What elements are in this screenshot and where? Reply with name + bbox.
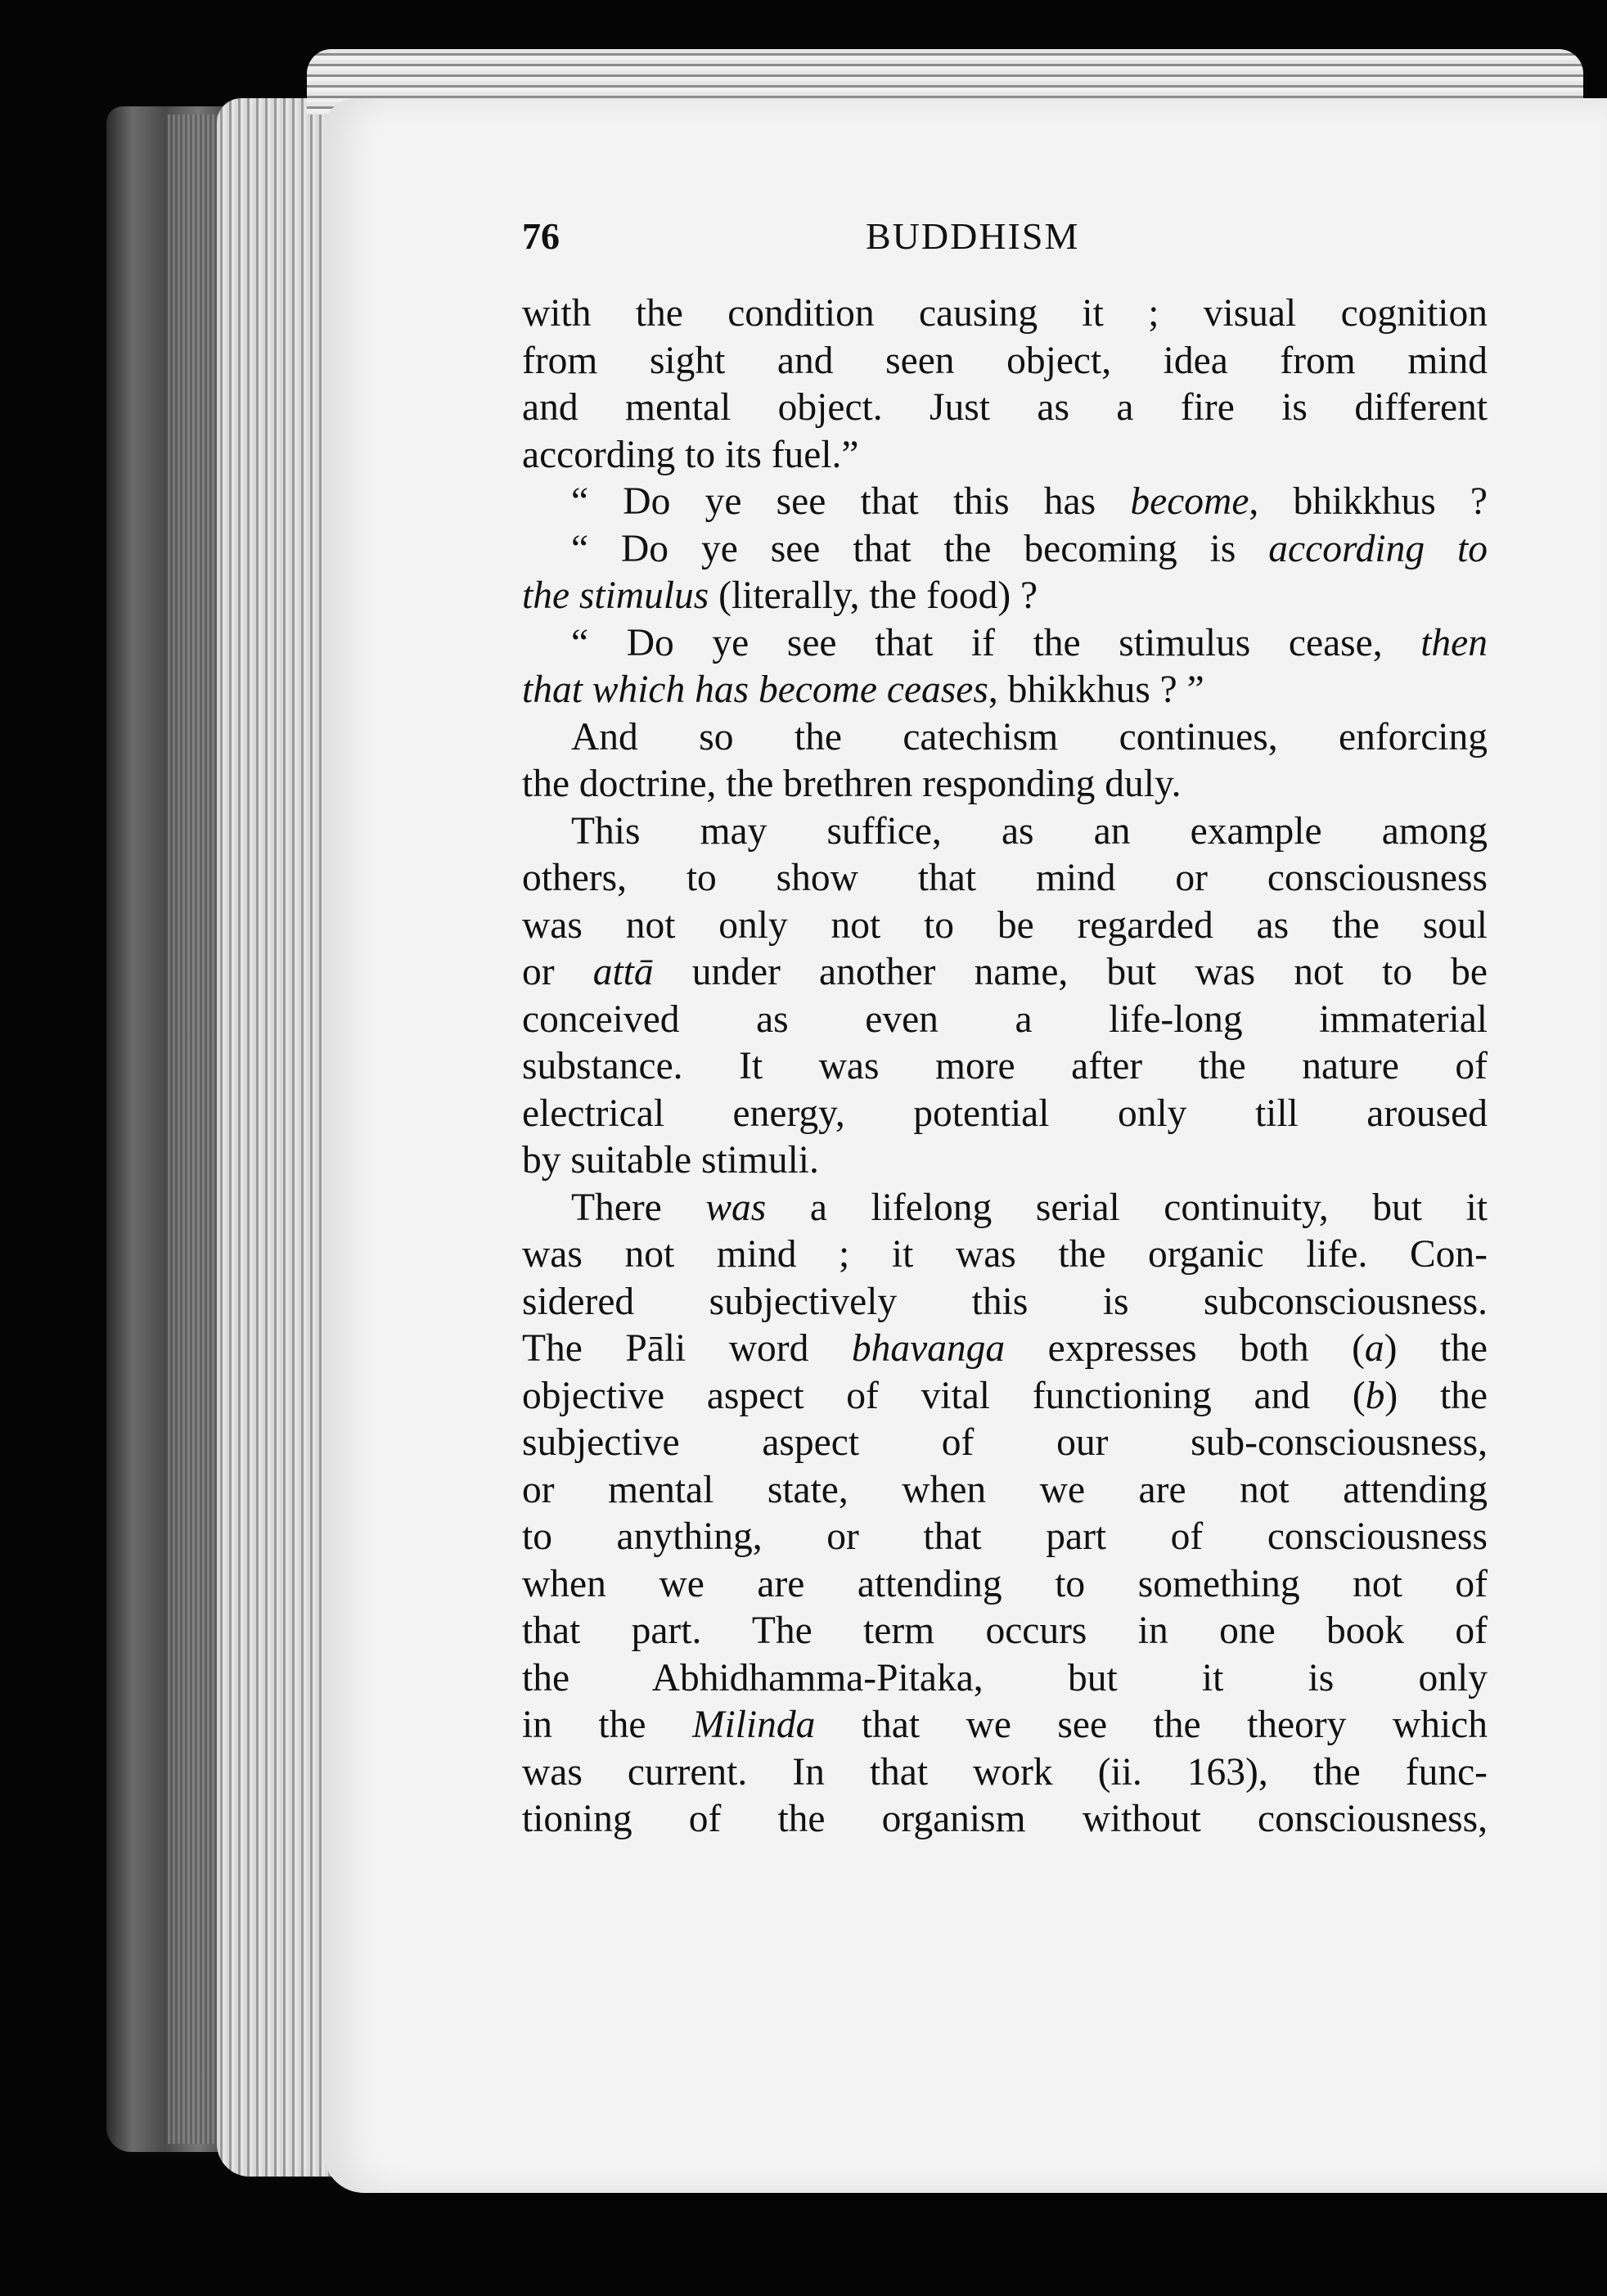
text-line: from sight and seen object, idea from mind: [522, 339, 1488, 382]
text-line: in the Milinda that we see the theory which: [522, 1704, 1488, 1746]
text-line: The Pāli word bhavanga expresses both (a) the: [522, 1327, 1488, 1370]
text-line: tioning of the organism without consciousness,: [522, 1798, 1488, 1840]
text-line: subjective aspect of our sub-consciousness,: [522, 1421, 1488, 1464]
text-line: the doctrine, the brethren responding duly.: [522, 763, 1182, 805]
body-text: [522, 290, 1488, 1844]
text-line: was current. In that work (ii. 163), the func-: [522, 1750, 1488, 1794]
text-line: or attā under another name, but was not to be: [522, 951, 1488, 993]
text-line: that which has become ceases, bhikkhus ? ”: [522, 669, 1204, 711]
text-line: by suitable stimuli.: [522, 1139, 819, 1182]
text-line: or mental state, when we are not attending: [522, 1468, 1488, 1511]
text-line: “ Do ye see that the becoming is according to: [571, 527, 1488, 570]
text-line: and mental object. Just as a fire is different: [522, 386, 1488, 429]
text-line: that part. The term occurs in one book of: [522, 1609, 1488, 1652]
text-line: according to its fuel.”: [522, 433, 859, 476]
text-line: with the condition causing it ; visual cognition: [522, 292, 1488, 335]
text-line: others, to show that mind or consciousness: [522, 857, 1488, 899]
text-line: sidered subjectively this is subconsciousness.: [522, 1280, 1488, 1323]
text-line: when we are attending to something not of: [522, 1562, 1488, 1605]
text-line: was not mind ; it was the organic life. Con-: [522, 1233, 1488, 1276]
text-line: the stimulus (literally, the food) ?: [522, 574, 1038, 617]
text-line: electrical energy, potential only till aroused: [522, 1092, 1488, 1135]
page-stack-edge: [217, 98, 331, 2177]
running-title: BUDDHISM: [866, 215, 1080, 257]
running-head: [522, 214, 1488, 263]
text-line: to anything, or that part of consciousness: [522, 1515, 1488, 1558]
text-line: conceived as even a life-long immaterial: [522, 997, 1488, 1041]
text-line: And so the catechism continues, enforcing: [571, 715, 1488, 759]
text-line: was not only not to be regarded as the soul: [522, 903, 1488, 947]
page-number: 76: [522, 215, 560, 257]
text-line: “ Do ye see that this has become, bhikkhus ?: [571, 480, 1488, 523]
text-line: “ Do ye see that if the stimulus cease, then: [571, 621, 1488, 664]
text-line: objective aspect of vital functioning and (b) the: [522, 1374, 1488, 1417]
text-line: This may suffice, as an example among: [571, 809, 1488, 853]
text-line: substance. It was more after the nature of: [522, 1045, 1488, 1087]
text-line: There was a lifelong serial continuity, but it: [571, 1186, 1488, 1229]
text-line: the Abhidhamma-Pitaka, but it is only: [522, 1656, 1488, 1699]
